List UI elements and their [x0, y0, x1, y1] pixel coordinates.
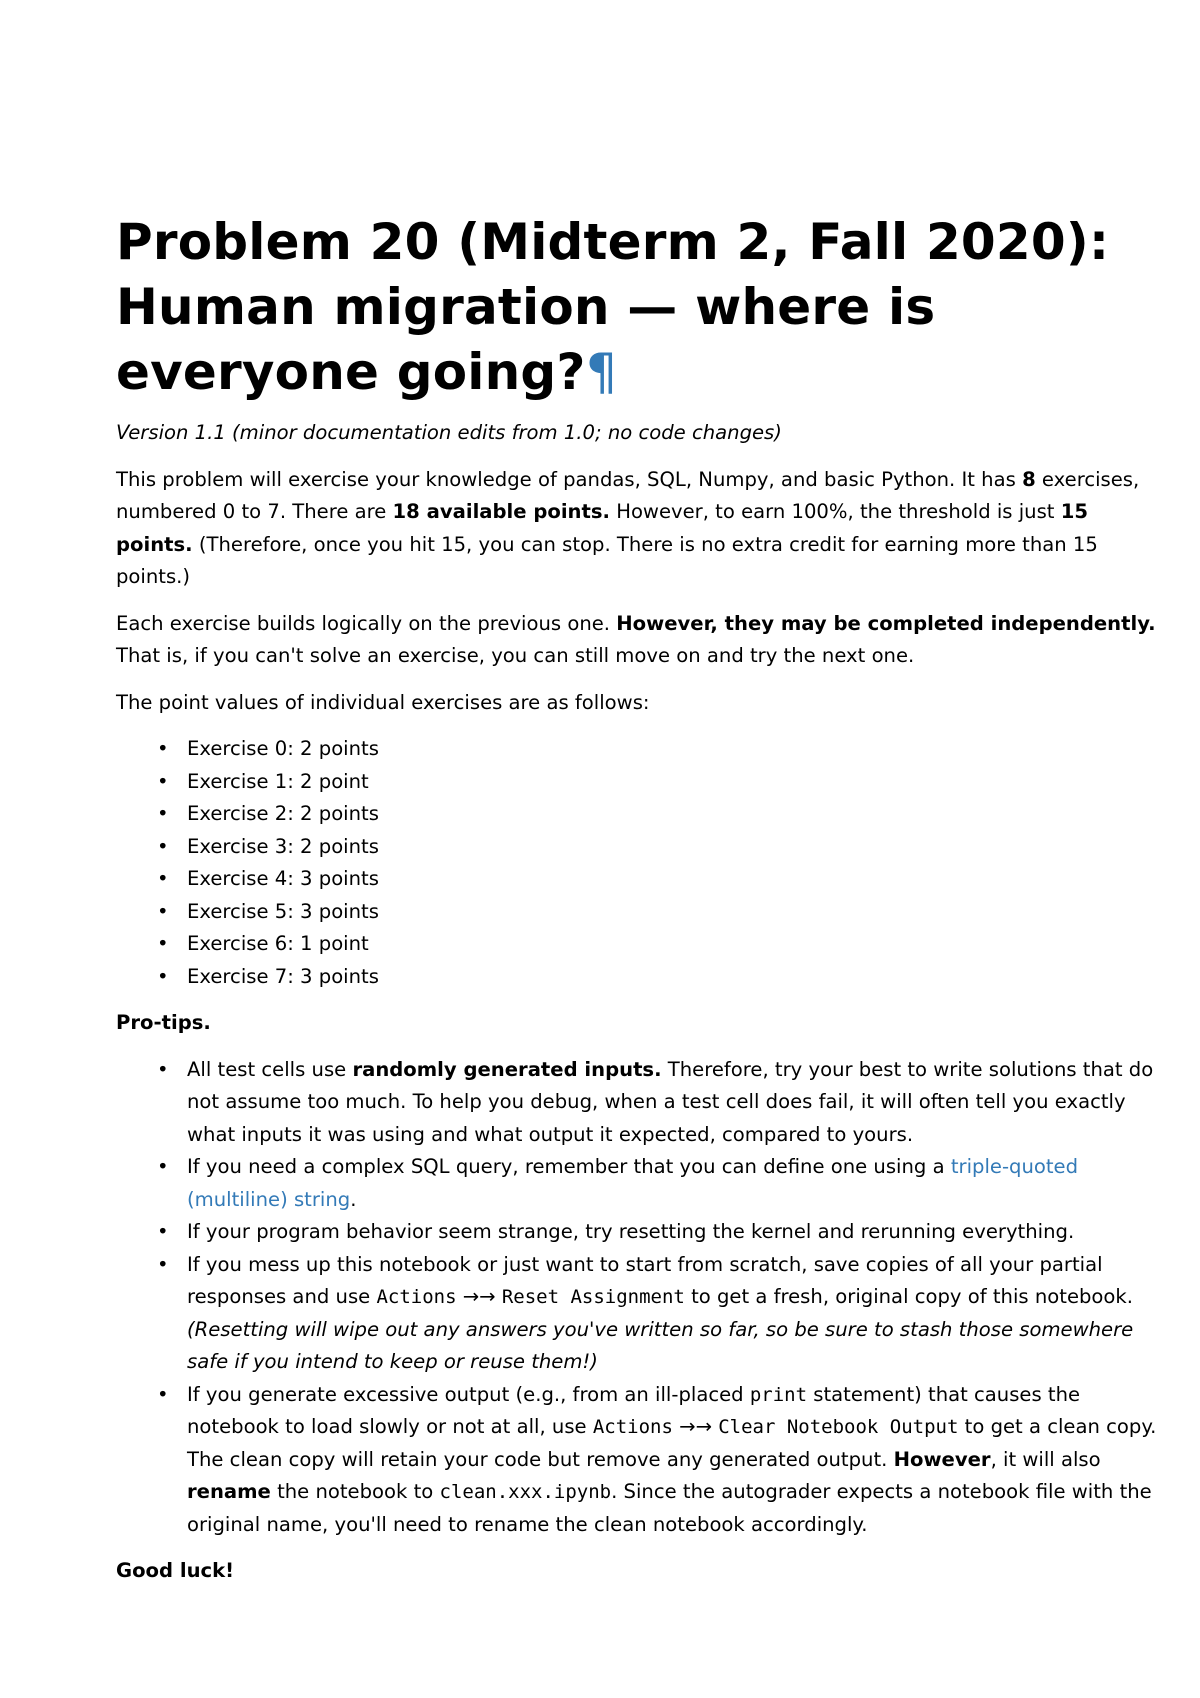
version-text: Version 1.1 (minor documentation edits from 1.0; no code changes)	[116, 421, 782, 444]
tip5-text-5: the notebook to	[270, 1480, 440, 1503]
tip-reset-kernel: • If your program behavior seem strange, try resetting the kernel and rerunning everything.	[187, 1216, 1166, 1249]
list-item: • Exercise 2: 2 points	[187, 798, 1166, 831]
tip5-code-filename: clean.xxx.ipynb	[439, 1481, 612, 1503]
tip5-code-actions: Actions	[592, 1416, 673, 1438]
protips-heading-text: Pro-tips.	[116, 1011, 211, 1034]
tip-sql-query	[187, 1151, 1166, 1216]
tip1-text-1: All test cells use	[187, 1057, 353, 1081]
tip5-code-clear: Clear Notebook Output	[718, 1416, 959, 1438]
tip4-text-1: If you mess up this notebook or just want to start from scratch, save copies of all your partial responses and use	[187, 1252, 1103, 1308]
builds-text-2: That is, if you can't solve an exercise, you can still move on and try the next one.	[116, 644, 915, 667]
tip5-text-2: statement) that causes the notebook to load slowly or not at all, use	[187, 1382, 1081, 1438]
tip4-arrow: →→	[456, 1285, 502, 1308]
list-item: • Exercise 1: 2 point	[187, 766, 1166, 799]
builds-paragraph	[116, 608, 1166, 673]
title-line-2: Human migration — where is	[116, 278, 936, 336]
intro-exercise-count: 8	[1022, 467, 1036, 491]
tip4-italic-note: (Resetting will wipe out any answers you've written so far, so be sure to stash those somewhere safe if you intend to keep or reuse them!)	[187, 1317, 1134, 1373]
tip5-text-4: , it will also	[990, 1447, 1101, 1471]
builds-text-1: Each exercise builds logically on the previous one.	[116, 611, 617, 635]
builds-independent: However, they may be completed independently.	[616, 611, 1156, 635]
list-item: • Exercise 6: 1 point	[187, 928, 1166, 961]
triple-quoted-string-link[interactable]: triple-quoted (multiline) string	[187, 1155, 1079, 1211]
protips-list	[116, 1054, 1166, 1542]
tip1-text-2: Therefore, try your best to write solutions that do not assume too much. To help you debug, when a test cell does fail, it will often tell you exactly what inputs it was using and what output it expected, compared to yours.	[187, 1057, 1154, 1146]
tip5-bold-however: However	[893, 1447, 991, 1471]
tip4-code-actions: Actions	[376, 1286, 457, 1308]
notebook-markdown-cell	[116, 210, 1166, 1602]
tip2-text-1: If you need a complex SQL query, remember that you can define one using a	[187, 1155, 951, 1178]
tip5-arrow: →→	[672, 1415, 719, 1438]
list-item: • Exercise 3: 2 points	[187, 831, 1166, 864]
list-item: • Exercise 0: 2 points	[187, 733, 1166, 766]
tip5-bold-rename: rename	[187, 1480, 271, 1503]
list-item: • Exercise 4: 3 points	[187, 863, 1166, 896]
version-note	[116, 417, 1166, 450]
title-line-3: everyone going?	[116, 343, 586, 401]
intro-text-2: exercises, numbered 0 to 7. There are	[116, 467, 1140, 523]
exercise-points-list	[116, 733, 1166, 993]
tip-reset-assignment	[187, 1249, 1166, 1379]
page-title	[116, 210, 1166, 405]
list-item: • Exercise 7: 3 points	[187, 961, 1166, 994]
title-anchor-link[interactable]: ¶	[585, 343, 618, 401]
tip4-text-2: to get a fresh, original copy of this notebook.	[684, 1285, 1133, 1308]
title-line-1: Problem 20 (Midterm 2, Fall 2020):	[116, 213, 1110, 271]
intro-available-points: 18 available points.	[392, 500, 610, 523]
point-values-intro: The point values of individual exercises are as follows:	[116, 690, 650, 714]
good-luck-text: Good luck!	[116, 1559, 235, 1582]
intro-paragraph	[116, 464, 1166, 594]
tip4-code-reset: Reset Assignment	[501, 1286, 685, 1308]
tip5-text-6: . Since the autograder expects a notebook file with the original name, you'll need to rename the clean notebook accordingly.	[187, 1480, 1152, 1536]
tip5-text-1: If you generate excessive output (e.g., from an ill-placed	[187, 1382, 750, 1406]
tip5-code-print: print	[749, 1383, 808, 1406]
list-item: • Exercise 5: 3 points	[187, 896, 1166, 929]
tip-random-inputs	[187, 1054, 1166, 1152]
intro-text-1: This problem will exercise your knowledge of pandas, SQL, Numpy, and basic Python. It has	[116, 467, 1023, 491]
tip2-text-2: .	[350, 1187, 357, 1211]
tip1-bold: randomly generated inputs.	[352, 1057, 662, 1081]
intro-threshold-points: 15 points.	[116, 500, 1088, 556]
good-luck	[116, 1555, 1166, 1588]
intro-text-4: (Therefore, once you hit 15, you can stop. There is no extra credit for earning more than 15 points.)	[116, 532, 1098, 588]
tip5-text-3: to get a clean copy. The clean copy will retain your code but remove any generated output.	[187, 1415, 1157, 1471]
protips-heading	[116, 1007, 1166, 1040]
tip-clear-output	[187, 1379, 1166, 1542]
intro-text-3: However, to earn 100%, the threshold is just	[609, 500, 1061, 523]
